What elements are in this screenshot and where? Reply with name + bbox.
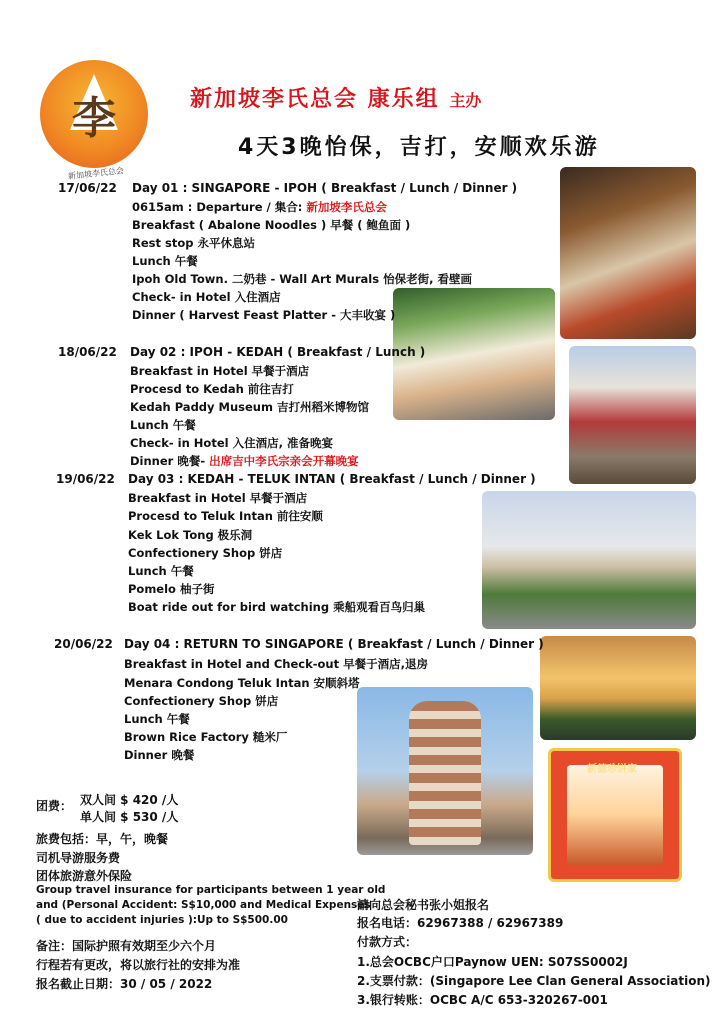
tour-title: 4天3晚怡保，吉打，安顺欢乐游 [238,135,600,160]
insurance-line-1: Group travel insurance for participants between 1 year old [36,884,386,896]
day4-item-3: Confectionery Shop 饼店 [124,694,279,708]
day2-item-3: Kedah Paddy Museum 吉打州稻米博物馆 [130,400,369,414]
includes-line-3: 团体旅游意外保险 [36,869,133,883]
payment-paynow: 1.总会OCBC户口Paynow UEN: S07SS0002J [357,955,628,969]
day3-item-2: Procesd to Teluk Intan 前往安顺 [128,509,323,523]
day1-title: Day 01 : SINGAPORE - IPOH ( Breakfast / Lunch / Dinner ) [132,181,518,195]
paddy-museum-photo [482,491,696,629]
payment-bank-transfer: 3.银行转账：OCBC A/C 653-320267-001 [357,993,608,1007]
package-label: 新德珍饼家 [587,764,637,775]
tower-shape [409,701,481,845]
organizer-suffix: 主办 [449,91,482,110]
registration-phone: 报名电话：62967388 / 62967389 [357,916,564,930]
day2-item-6 [130,453,359,469]
note-passport: 备注：国际护照有效期至少六个月 [36,939,217,953]
payment-cheque: 2.支票付款：(Singapore Lee Clan General Association) [357,974,711,988]
day2-item-5: Check- in Hotel 入住酒店, 准备晚宴 [130,436,333,450]
day2-item-2: Procesd to Kedah 前往吉打 [130,382,294,396]
day2-item-1: Breakfast in Hotel 早餐于酒店 [130,364,310,378]
day3-item-6: Pomelo 柚子街 [128,582,215,596]
day4-title: Day 04 : RETURN TO SINGAPORE ( Breakfast / Lunch / Dinner ) [124,637,544,651]
note-itinerary-change: 行程若有更改，将以旅行社的安排为准 [36,958,241,972]
day4-item-2: Menara Condong Teluk Intan 安顺斜塔 [124,676,360,690]
package-shape [567,765,663,865]
day3-item-1: Breakfast in Hotel 早餐于酒店 [128,491,308,505]
day4-item-4: Lunch 午餐 [124,712,190,726]
day4-item-1: Breakfast in Hotel and Check-out 早餐于酒店,退房 [124,657,428,671]
payment-method-label: 付款方式： [357,935,418,949]
day2-date: 18/06/22 [58,345,117,359]
day3-item-4: Confectionery Shop 饼店 [128,546,283,560]
registration-contact: 請向总会秘书张小姐报名 [357,898,490,912]
day1-item-1-text: 0615am : Departure / 集合: [132,200,307,214]
fee-twin: 双人间 $ 420 /人 [80,793,179,807]
logo-caption: 新加坡李氏总会 [67,166,125,181]
day3-item-3: Kek Lok Tong 极乐洞 [128,528,253,542]
day4-date: 20/06/22 [54,637,113,651]
day4-item-5: Brown Rice Factory 糙米厂 [124,730,288,744]
fee-single: 单人间 $ 530 /人 [80,810,179,824]
day1-item-5: Ipoh Old Town. 二奶巷 - Wall Art Murals 怡保老街, 看壁画 [132,272,472,286]
day1-item-3: Rest stop 永平休息站 [132,236,255,250]
day1-item-6: Check- in Hotel 入住酒店 [132,290,281,304]
day1-item-1 [132,199,387,215]
leaning-tower-photo [357,687,533,855]
day3-item-5: Lunch 午餐 [128,564,194,578]
note-deadline: 报名截止日期：30 / 05 / 2022 [36,977,213,991]
day1-item-4: Lunch 午餐 [132,254,198,268]
day2-item-4: Lunch 午餐 [130,418,196,432]
day3-date: 19/06/22 [56,472,115,486]
day3-item-7: Boat ride out for bird watching 乘船观看百鸟归巢 [128,600,426,614]
includes-line-1: 旅费包括：早，午，晚餐 [36,832,169,846]
day2-item-6-highlight: 出席吉中李氏宗亲会开幕晚宴 [209,454,359,468]
day1-item-7: Dinner ( Harvest Feast Platter - 大丰收宴 ) [132,308,396,322]
clan-logo [40,60,148,168]
fee-label: 团费： [36,799,73,813]
insurance-line-2: and (Personal Accident: S$10,000 and Medical Expenses [36,899,371,911]
day3-title: Day 03 : KEDAH - TELUK INTAN ( Breakfast / Lunch / Dinner ) [128,472,536,486]
organizer-name: 新加坡李氏总会 康乐组 [190,87,440,112]
logo-character: 李 [72,93,116,144]
includes-line-2: 司机导游服务费 [36,851,121,865]
day4-item-6: Dinner 晚餐 [124,748,195,762]
old-town-street-photo [569,346,696,484]
insurance-line-3: ( due to accident injuries ):Up to S$500.00 [36,914,288,926]
seafood-platter-photo [560,167,696,339]
organizer-line [190,82,481,113]
day2-title: Day 02 : IPOH - KEDAH ( Breakfast / Lunch ) [130,345,426,359]
river-sunset-photo [540,636,696,740]
day1-item-1-highlight: 新加坡李氏总会 [306,200,387,214]
day1-date: 17/06/22 [58,181,117,195]
day2-item-6-text: Dinner 晚餐- [130,454,210,468]
day1-item-2: Breakfast ( Abalone Noodles ) 早餐 ( 鲍鱼面 ) [132,218,411,232]
